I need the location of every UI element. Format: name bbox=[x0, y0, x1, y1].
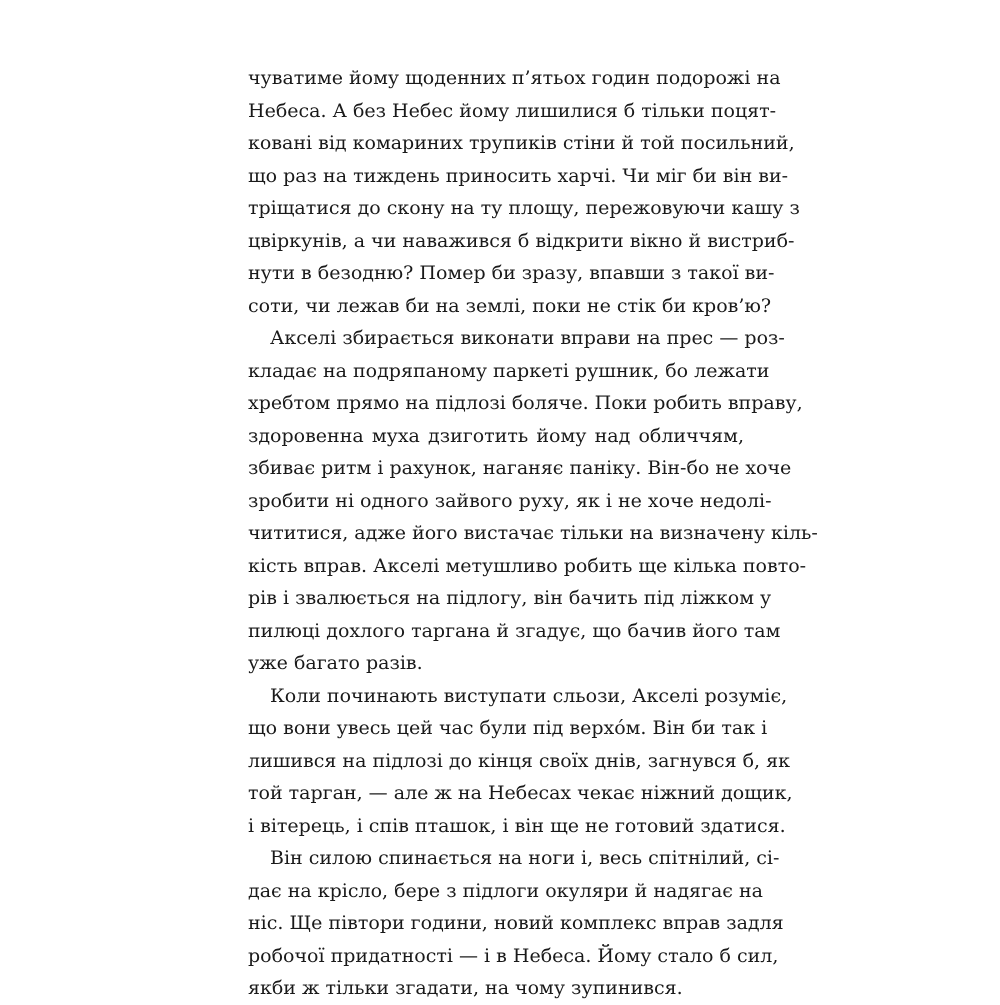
text-line: Він силою спинається на ноги і, весь спітнілий, сі- bbox=[270, 847, 780, 869]
text-line: зробити ні одного зайвого руху, як і не хоче недолі- bbox=[248, 489, 772, 512]
text-line: робочої придатності — і в Небеса. Йому стало б сил, bbox=[248, 944, 779, 967]
text-line: рів і звалюється на підлогу, він бачить під ліжком у bbox=[248, 587, 772, 609]
text-line: і вітерець, і спів пташок, і він ще не готовий здатися. bbox=[248, 814, 786, 837]
text-line: кість вправ. Акселі метушливо робить ще кілька повто- bbox=[248, 554, 807, 577]
text-line: що раз на тиждень приносить харчі. Чи міг би він ви- bbox=[248, 164, 789, 187]
text-line: що вони увесь цей час були під верхо́м. Він би так і bbox=[248, 717, 768, 739]
text-line: той тарган, — але ж на Небесах чекає ніжний дощик, bbox=[248, 782, 793, 804]
text-line: уже багато разів. bbox=[248, 652, 423, 674]
text-line: тріщатися до скону на ту площу, пережовуючи кашу з bbox=[248, 197, 800, 219]
text-line: збиває ритм і рахунок, наганяє паніку. Він-бо не хоче bbox=[248, 457, 792, 479]
text-line: ковані від комариних трупиків стіни й той посильний, bbox=[248, 132, 795, 154]
text-line: пилюці дохлого таргана й згадує, що бачив його там bbox=[248, 619, 781, 642]
text-line: чуватиме йому щоденних п’ятьох годин подорожі на bbox=[248, 67, 781, 89]
body-text bbox=[248, 62, 818, 1005]
text-line: Акселі збирається виконати вправи на прес — роз- bbox=[270, 327, 785, 349]
text-line: лишився на підлозі до кінця своїх днів, загнувся б, як bbox=[248, 749, 790, 772]
text-line: хребтом прямо на підлозі боляче. Поки робить вправу, bbox=[248, 392, 803, 414]
text-line: ніс. Ще півтори години, новий комплекс вправ задля bbox=[248, 912, 784, 934]
text-line: дає на крісло, бере з підлоги окуляри й надягає на bbox=[248, 879, 763, 902]
text-line: здоровенна муха дзиготить йому над обличчям, bbox=[248, 424, 744, 447]
text-line: якби ж тільки згадати, на чому зупинився. bbox=[248, 977, 683, 999]
text-line: нути в безодню? Помер би зразу, впавши з такої ви- bbox=[248, 262, 775, 284]
text-line: Коли починають виступати сльози, Акселі розуміє, bbox=[270, 684, 788, 707]
text-line: Небеса. А без Небес йому лишилися б тільки поцят- bbox=[248, 99, 777, 122]
text-line: чититися, адже його вистачає тільки на визначену кіль- bbox=[248, 522, 818, 544]
text-line: кладає на подряпаному паркеті рушник, бо лежати bbox=[248, 359, 770, 382]
text-line: соти, чи лежав би на землі, поки не стік би кров’ю? bbox=[248, 294, 772, 317]
text-line: цвіркунів, а чи наважився б відкрити вікно й вистриб- bbox=[248, 229, 795, 252]
